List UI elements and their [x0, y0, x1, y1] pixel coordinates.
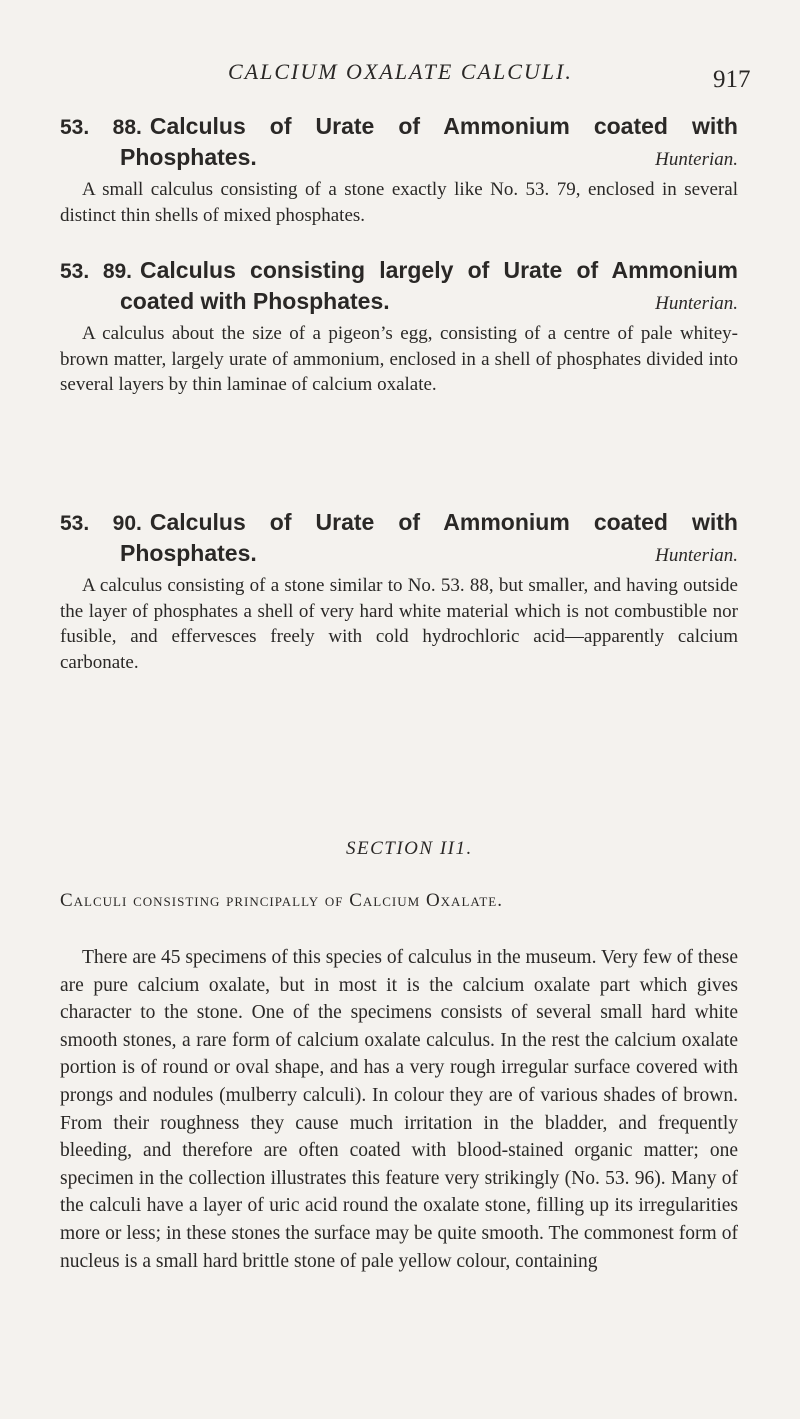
- entry-title-line: coated with Phosphates.: [120, 288, 390, 314]
- entry-number: 53. 88.: [60, 116, 142, 139]
- section-label: SECTION II1.: [346, 838, 473, 859]
- catalogue-entry: [60, 112, 738, 228]
- entry-title-continuation: [60, 287, 738, 315]
- collection-name: Hunterian.: [655, 293, 738, 314]
- entry-description: A small calculus consisting of a stone exactly like No. 53. 79, enclosed in several distinct thin shells of mixed phosphates.: [60, 179, 738, 226]
- section-heading: Calculi consisting principally of Calcium Oxalate.: [60, 890, 503, 911]
- catalogue-entry: [60, 508, 738, 675]
- collection-name: Hunterian.: [655, 149, 738, 170]
- entry-title-line: Phosphates.: [120, 540, 257, 566]
- entry-title: [60, 508, 738, 538]
- entry-number: 53. 90.: [60, 512, 142, 535]
- section-paragraph: There are 45 specimens of this species of calculus in the museum. Very few of these are pure calcium oxalate, but in most it is the calcium oxalate part which gives character to the stone. One of the specimens consists of several small hard white smooth stones, a rare form of calcium oxalate calculus. In the rest the calcium oxalate portion is of round or oval shape, and has a very rough irregular surface covered with prongs and nodules (mulberry calculi). In colour they are of various shades of brown. From their roughness they cause much irritation in the bladder, and frequently bleeding, and therefore are often coated with blood-stained organic matter; one specimen in the collection illustrates this feature very strikingly (No. 53. 96). Many of the calculi have a layer of uric acid round the oxalate stone, filling up its irregularities more or less; in these stones the surface may be quite smooth. The commonest form of nucleus is a small hard brittle stone of pale yellow colour, containing: [60, 947, 738, 1272]
- catalogue-entry: [60, 256, 738, 398]
- entry-description: A calculus consisting of a stone similar to No. 53. 88, but smaller, and having outside the layer of phosphates a shell of very hard white material which is not combustible nor fusible, and effervesces freely with cold hydrochloric acid—apparently calcium carbonate.: [60, 575, 738, 673]
- collection-name: Hunterian.: [655, 545, 738, 566]
- page-number: 917: [713, 66, 751, 93]
- entry-title: [60, 256, 738, 286]
- entry-title-continuation: [60, 539, 738, 567]
- entry-title-line: Calculus of Urate of Ammonium coated with: [149, 113, 738, 139]
- entry-title-line: Calculus consisting largely of Urate of Ammonium: [140, 257, 738, 283]
- entry-number: 53. 89.: [60, 260, 133, 283]
- running-title: CALCIUM OXALATE CALCULI.: [228, 59, 573, 84]
- entry-description: A calculus about the size of a pigeon’s egg, consisting of a centre of pale whitey-brown matter, largely urate of ammonium, enclosed in a shell of phosphates divided into several layers by thin laminae of calcium oxalate.: [60, 323, 738, 395]
- entry-title-line: Phosphates.: [120, 144, 257, 170]
- entry-title: [60, 112, 738, 142]
- entry-title-continuation: [60, 143, 738, 171]
- entry-title-line: Calculus of Urate of Ammonium coated with: [149, 509, 738, 535]
